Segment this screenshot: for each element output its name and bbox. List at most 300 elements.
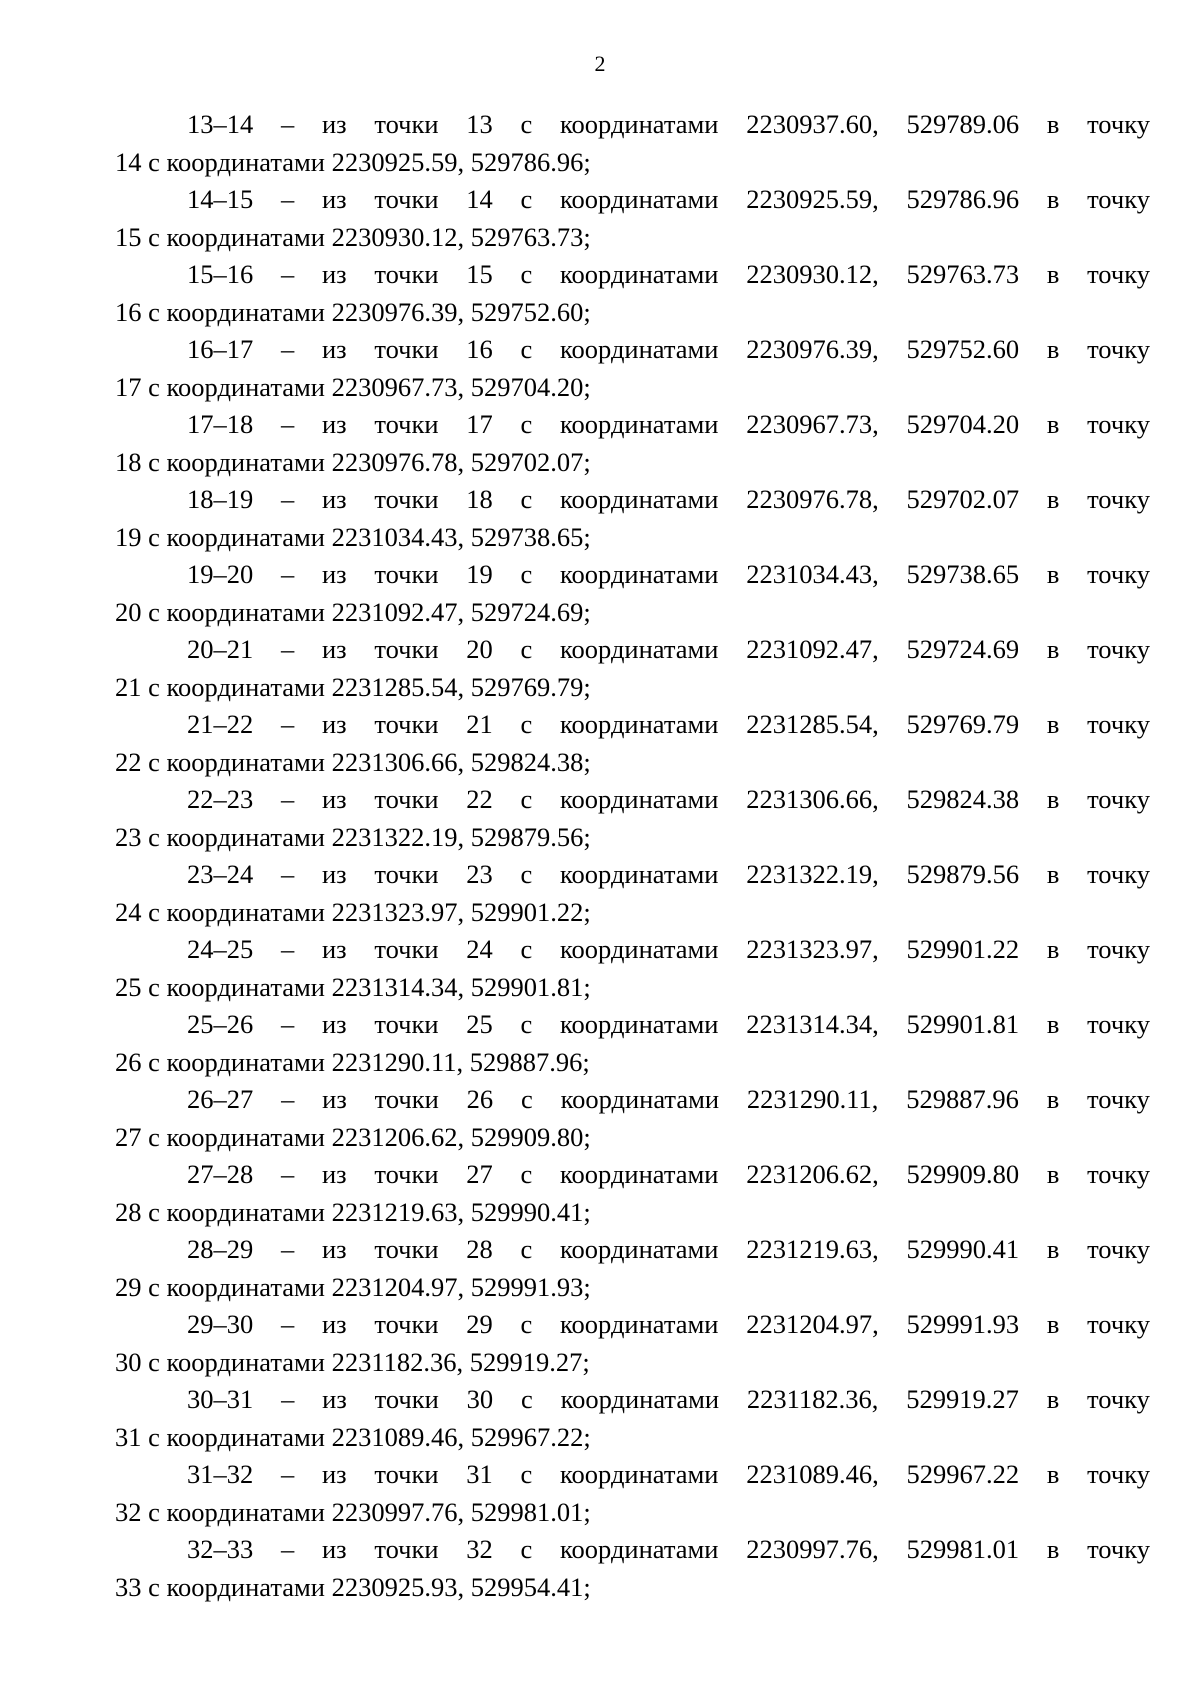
dash: – <box>280 559 295 589</box>
with-word: с <box>520 1009 533 1039</box>
from-word: из <box>321 184 347 214</box>
to-point-word: точку <box>1087 409 1150 439</box>
to-point-number: 18 <box>115 446 142 477</box>
from-word: из <box>321 1234 347 1264</box>
with-coords-words: с координатами <box>148 971 325 1002</box>
segment-first-line <box>187 106 1150 144</box>
with-word: с <box>520 109 533 139</box>
with-coords-words: с координатами <box>148 896 325 927</box>
segment-second-line <box>115 744 1150 782</box>
with-coords-words: с координатами <box>148 1271 325 1302</box>
to-x-coordinate: 2231290.11, <box>331 1046 464 1077</box>
to-point-number: 26 <box>115 1046 142 1077</box>
point-word: точки <box>374 1084 439 1114</box>
segment-first-line <box>187 931 1150 969</box>
to-x-coordinate: 2230976.78, <box>331 446 465 477</box>
dash: – <box>280 109 295 139</box>
with-word: с <box>520 1534 533 1564</box>
coords-word: координатами <box>560 634 719 664</box>
point-word: точки <box>374 184 439 214</box>
segment-label: 31–32 <box>187 1459 254 1489</box>
with-coords-words: с координатами <box>148 446 325 477</box>
to-x-coordinate: 2231206.62, <box>331 1121 465 1152</box>
segment-paragraph <box>115 1006 1150 1081</box>
with-coords-words: с координатами <box>148 1496 325 1527</box>
segment-paragraph <box>115 1381 1150 1456</box>
to-y-coordinate: 529967.22; <box>470 1421 591 1452</box>
segment-second-line <box>115 669 1150 707</box>
point-word: точки <box>374 1159 439 1189</box>
to-point-word: точку <box>1087 184 1150 214</box>
from-y-coordinate: 529909.80 <box>906 1159 1020 1189</box>
from-word: из <box>321 259 347 289</box>
from-point-number: 15 <box>466 259 493 289</box>
to-point-word: точку <box>1087 484 1150 514</box>
with-word: с <box>520 634 533 664</box>
dash: – <box>280 1234 295 1264</box>
segment-second-line <box>115 1269 1150 1307</box>
with-coords-words: с координатами <box>148 1121 325 1152</box>
to-word: в <box>1046 1309 1060 1339</box>
to-word: в <box>1046 1009 1060 1039</box>
to-word: в <box>1046 409 1060 439</box>
coords-word: координатами <box>560 709 719 739</box>
from-y-coordinate: 529724.69 <box>906 634 1020 664</box>
segment-label: 26–27 <box>187 1084 254 1114</box>
from-point-number: 16 <box>466 334 493 364</box>
to-word: в <box>1046 934 1060 964</box>
to-word: в <box>1046 559 1060 589</box>
to-y-coordinate: 529981.01; <box>470 1496 591 1527</box>
segment-label: 22–23 <box>187 784 254 814</box>
to-y-coordinate: 529991.93; <box>470 1271 591 1302</box>
to-point-word: точку <box>1087 1084 1150 1114</box>
dash: – <box>280 634 295 664</box>
segment-label: 25–26 <box>187 1009 254 1039</box>
from-point-number: 29 <box>466 1309 493 1339</box>
to-word: в <box>1046 334 1060 364</box>
from-word: из <box>321 1459 347 1489</box>
segment-first-line <box>187 1006 1150 1044</box>
from-point-number: 27 <box>466 1159 493 1189</box>
to-word: в <box>1046 784 1060 814</box>
to-x-coordinate: 2231089.46, <box>331 1421 465 1452</box>
with-word: с <box>520 934 533 964</box>
with-word: с <box>520 709 533 739</box>
with-coords-words: с координатами <box>148 221 325 252</box>
point-word: точки <box>374 1009 439 1039</box>
from-y-coordinate: 529704.20 <box>906 409 1020 439</box>
with-coords-words: с координатами <box>148 146 325 177</box>
segment-first-line <box>187 556 1150 594</box>
segment-paragraph <box>115 481 1150 556</box>
to-point-number: 15 <box>115 221 142 252</box>
from-y-coordinate: 529879.56 <box>906 859 1020 889</box>
from-point-number: 24 <box>466 934 493 964</box>
to-y-coordinate: 529901.81; <box>470 971 591 1002</box>
segment-second-line <box>115 1569 1150 1607</box>
segment-first-line <box>187 1081 1150 1119</box>
coords-word: координатами <box>560 259 719 289</box>
to-point-number: 21 <box>115 671 142 702</box>
from-word: из <box>321 334 347 364</box>
point-word: точки <box>374 1534 439 1564</box>
from-point-number: 17 <box>466 409 493 439</box>
from-y-coordinate: 529887.96 <box>906 1084 1019 1114</box>
coords-word: координатами <box>560 559 719 589</box>
segment-first-line <box>187 1156 1150 1194</box>
coords-word: координатами <box>560 484 719 514</box>
from-word: из <box>321 934 347 964</box>
with-word: с <box>520 1384 533 1414</box>
to-x-coordinate: 2230997.76, <box>331 1496 465 1527</box>
from-y-coordinate: 529789.06 <box>906 109 1020 139</box>
from-point-number: 21 <box>466 709 493 739</box>
from-x-coordinate: 2231092.47, <box>746 634 879 664</box>
segment-second-line <box>115 1194 1150 1232</box>
to-x-coordinate: 2230976.39, <box>331 296 465 327</box>
to-point-number: 31 <box>115 1421 142 1452</box>
to-word: в <box>1046 1084 1060 1114</box>
to-point-number: 17 <box>115 371 142 402</box>
to-point-word: точку <box>1087 1534 1150 1564</box>
with-coords-words: с координатами <box>148 671 325 702</box>
from-y-coordinate: 529786.96 <box>906 184 1020 214</box>
point-word: точки <box>374 109 439 139</box>
from-x-coordinate: 2231323.97, <box>746 934 879 964</box>
to-word: в <box>1046 1159 1060 1189</box>
segment-first-line <box>187 1456 1150 1494</box>
segment-label: 17–18 <box>187 409 254 439</box>
to-point-word: точку <box>1087 709 1150 739</box>
segment-label: 27–28 <box>187 1159 254 1189</box>
segment-paragraph <box>115 1156 1150 1231</box>
to-word: в <box>1046 259 1060 289</box>
coords-word: координатами <box>560 184 719 214</box>
to-y-coordinate: 529887.96; <box>469 1046 590 1077</box>
to-point-word: точку <box>1087 1159 1150 1189</box>
dash: – <box>280 184 295 214</box>
from-word: из <box>321 559 347 589</box>
segment-paragraph <box>115 556 1150 631</box>
dash: – <box>280 259 295 289</box>
segment-first-line <box>187 256 1150 294</box>
from-y-coordinate: 529919.27 <box>906 1384 1019 1414</box>
with-word: с <box>520 334 533 364</box>
point-word: точки <box>374 559 439 589</box>
to-point-word: точку <box>1087 1234 1150 1264</box>
to-point-number: 33 <box>115 1571 142 1602</box>
to-point-number: 27 <box>115 1121 142 1152</box>
segment-paragraph <box>115 181 1150 256</box>
to-word: в <box>1046 184 1060 214</box>
with-word: с <box>520 259 533 289</box>
segment-second-line <box>115 1044 1150 1082</box>
from-x-coordinate: 2230967.73, <box>746 409 879 439</box>
dash: – <box>280 1459 295 1489</box>
to-y-coordinate: 529919.27; <box>469 1346 590 1377</box>
with-coords-words: с координатами <box>148 596 325 627</box>
segment-first-line <box>187 631 1150 669</box>
segment-first-line <box>187 481 1150 519</box>
page-number: 2 <box>594 51 606 76</box>
segment-label: 32–33 <box>187 1534 254 1564</box>
dash: – <box>280 484 295 514</box>
from-point-number: 13 <box>466 109 493 139</box>
with-word: с <box>520 1459 533 1489</box>
segment-first-line <box>187 856 1150 894</box>
segment-label: 13–14 <box>187 109 254 139</box>
to-word: в <box>1046 1234 1060 1264</box>
to-y-coordinate: 529738.65; <box>470 521 591 552</box>
to-x-coordinate: 2230967.73, <box>331 371 465 402</box>
coords-word: координатами <box>560 334 719 364</box>
to-point-word: точку <box>1087 1459 1150 1489</box>
from-y-coordinate: 529981.01 <box>906 1534 1020 1564</box>
point-word: точки <box>374 1459 439 1489</box>
with-word: с <box>520 1084 533 1114</box>
from-word: из <box>321 1159 347 1189</box>
to-point-number: 32 <box>115 1496 142 1527</box>
segment-label: 18–19 <box>187 484 254 514</box>
segment-second-line <box>115 519 1150 557</box>
from-word: из <box>321 484 347 514</box>
segment-paragraph <box>115 106 1150 181</box>
coords-word: координатами <box>560 1384 720 1414</box>
to-x-coordinate: 2231092.47, <box>331 596 465 627</box>
segment-second-line <box>115 1419 1150 1457</box>
to-x-coordinate: 2231182.36, <box>331 1346 464 1377</box>
coords-word: координатами <box>560 1234 719 1264</box>
point-word: точки <box>374 784 439 814</box>
to-point-number: 16 <box>115 296 142 327</box>
from-point-number: 22 <box>466 784 493 814</box>
to-x-coordinate: 2231204.97, <box>331 1271 465 1302</box>
segment-paragraph <box>115 1531 1150 1606</box>
from-y-coordinate: 529769.79 <box>906 709 1020 739</box>
from-point-number: 30 <box>466 1384 494 1414</box>
from-x-coordinate: 2231219.63, <box>746 1234 879 1264</box>
to-word: в <box>1046 1534 1060 1564</box>
from-point-number: 32 <box>466 1534 493 1564</box>
to-point-word: точку <box>1087 334 1150 364</box>
with-word: с <box>520 784 533 814</box>
coords-word: координатами <box>560 1084 720 1114</box>
to-point-word: точку <box>1087 559 1150 589</box>
with-word: с <box>520 184 533 214</box>
from-word: из <box>321 709 347 739</box>
segment-paragraph <box>115 781 1150 856</box>
to-word: в <box>1046 484 1060 514</box>
with-word: с <box>520 409 533 439</box>
to-point-word: точку <box>1087 859 1150 889</box>
segment-paragraph <box>115 1306 1150 1381</box>
to-point-word: точку <box>1087 1384 1150 1414</box>
with-coords-words: с координатами <box>148 1046 325 1077</box>
from-word: из <box>322 1084 347 1114</box>
point-word: точки <box>374 1234 439 1264</box>
dash: – <box>280 709 295 739</box>
dash: – <box>280 334 295 364</box>
with-coords-words: с координатами <box>148 1346 325 1377</box>
from-x-coordinate: 2231322.19, <box>746 859 879 889</box>
coords-word: координатами <box>560 1309 719 1339</box>
segment-first-line <box>187 181 1150 219</box>
with-coords-words: с координатами <box>148 296 325 327</box>
to-x-coordinate: 2230925.59, <box>331 146 465 177</box>
to-point-number: 23 <box>115 821 142 852</box>
from-x-coordinate: 2230925.59, <box>746 184 879 214</box>
coords-word: координатами <box>560 1009 719 1039</box>
segment-label: 15–16 <box>187 259 254 289</box>
to-point-word: точку <box>1087 259 1150 289</box>
segment-first-line <box>187 331 1150 369</box>
segment-first-line <box>187 1231 1150 1269</box>
with-word: с <box>520 484 533 514</box>
to-word: в <box>1046 859 1060 889</box>
to-x-coordinate: 2231306.66, <box>331 746 465 777</box>
to-y-coordinate: 529724.69; <box>470 596 591 627</box>
coords-word: координатами <box>560 1534 719 1564</box>
segment-paragraph <box>115 1081 1150 1156</box>
segment-paragraph <box>115 706 1150 781</box>
with-coords-words: с координатами <box>148 1196 325 1227</box>
to-y-coordinate: 529704.20; <box>470 371 591 402</box>
with-word: с <box>520 559 533 589</box>
from-point-number: 25 <box>466 1009 493 1039</box>
segment-first-line <box>187 1381 1150 1419</box>
segment-label: 28–29 <box>187 1234 254 1264</box>
to-x-coordinate: 2231219.63, <box>331 1196 465 1227</box>
to-x-coordinate: 2231314.34, <box>331 971 465 1002</box>
from-word: из <box>321 859 347 889</box>
from-word: из <box>322 1384 347 1414</box>
segment-label: 20–21 <box>187 634 254 664</box>
segment-second-line <box>115 819 1150 857</box>
from-y-coordinate: 529702.07 <box>906 484 1020 514</box>
to-y-coordinate: 529769.79; <box>470 671 591 702</box>
to-y-coordinate: 529824.38; <box>470 746 591 777</box>
with-word: с <box>520 1234 533 1264</box>
segment-second-line <box>115 894 1150 932</box>
point-word: точки <box>374 334 439 364</box>
from-y-coordinate: 529990.41 <box>906 1234 1020 1264</box>
with-word: с <box>520 1159 533 1189</box>
segment-paragraph <box>115 331 1150 406</box>
segment-paragraph <box>115 631 1150 706</box>
segment-second-line <box>115 219 1150 257</box>
point-word: точки <box>374 934 439 964</box>
to-x-coordinate: 2231323.97, <box>331 896 465 927</box>
from-x-coordinate: 2231314.34, <box>746 1009 879 1039</box>
to-y-coordinate: 529901.22; <box>470 896 591 927</box>
to-y-coordinate: 529702.07; <box>470 446 591 477</box>
from-y-coordinate: 529824.38 <box>906 784 1020 814</box>
dash: – <box>281 1384 295 1414</box>
to-x-coordinate: 2231322.19, <box>331 821 465 852</box>
to-y-coordinate: 529879.56; <box>470 821 591 852</box>
from-point-number: 31 <box>466 1459 493 1489</box>
from-x-coordinate: 2230930.12, <box>746 259 879 289</box>
to-point-number: 24 <box>115 896 142 927</box>
to-point-number: 25 <box>115 971 142 1002</box>
segment-label: 29–30 <box>187 1309 254 1339</box>
dash: – <box>281 1084 295 1114</box>
dash: – <box>280 1309 295 1339</box>
dash: – <box>280 1534 295 1564</box>
point-word: точки <box>374 1384 439 1414</box>
point-word: точки <box>374 1309 439 1339</box>
segment-second-line <box>115 444 1150 482</box>
segment-first-line <box>187 406 1150 444</box>
from-x-coordinate: 2230976.78, <box>746 484 879 514</box>
point-word: точки <box>374 709 439 739</box>
to-point-word: точку <box>1087 634 1150 664</box>
to-point-word: точку <box>1087 109 1150 139</box>
segment-second-line <box>115 294 1150 332</box>
coords-word: координатами <box>560 1459 719 1489</box>
to-point-word: точку <box>1087 1009 1150 1039</box>
to-word: в <box>1046 634 1060 664</box>
to-point-number: 22 <box>115 746 142 777</box>
from-x-coordinate: 2231089.46, <box>746 1459 879 1489</box>
to-y-coordinate: 529954.41; <box>470 1571 591 1602</box>
to-word: в <box>1046 709 1060 739</box>
from-x-coordinate: 2230937.60, <box>746 109 879 139</box>
from-word: из <box>321 109 347 139</box>
from-point-number: 23 <box>466 859 493 889</box>
coords-word: координатами <box>560 1159 719 1189</box>
to-point-number: 20 <box>115 596 142 627</box>
to-word: в <box>1046 1459 1060 1489</box>
segment-second-line <box>115 594 1150 632</box>
from-x-coordinate: 2230997.76, <box>746 1534 879 1564</box>
segment-paragraph <box>115 931 1150 1006</box>
segment-first-line <box>187 1531 1150 1569</box>
segment-paragraph <box>115 406 1150 481</box>
point-word: точки <box>374 634 439 664</box>
from-y-coordinate: 529738.65 <box>906 559 1020 589</box>
from-x-coordinate: 2231034.43, <box>746 559 879 589</box>
point-word: точки <box>374 259 439 289</box>
segment-first-line <box>187 706 1150 744</box>
from-point-number: 26 <box>466 1084 494 1114</box>
from-y-coordinate: 529752.60 <box>906 334 1020 364</box>
coords-word: координатами <box>560 784 719 814</box>
to-y-coordinate: 529990.41; <box>470 1196 591 1227</box>
from-x-coordinate: 2230976.39, <box>746 334 879 364</box>
segment-second-line <box>115 1494 1150 1532</box>
from-word: из <box>321 634 347 664</box>
from-point-number: 19 <box>466 559 493 589</box>
to-y-coordinate: 529909.80; <box>470 1121 591 1152</box>
to-point-number: 28 <box>115 1196 142 1227</box>
dash: – <box>280 409 295 439</box>
point-word: точки <box>374 859 439 889</box>
from-y-coordinate: 529991.93 <box>906 1309 1020 1339</box>
segment-label: 24–25 <box>187 934 254 964</box>
from-y-coordinate: 529763.73 <box>906 259 1020 289</box>
to-y-coordinate: 529763.73; <box>470 221 591 252</box>
from-y-coordinate: 529901.22 <box>906 934 1020 964</box>
to-point-word: точку <box>1087 934 1150 964</box>
from-x-coordinate: 2231182.36, <box>746 1384 879 1414</box>
to-word: в <box>1046 1384 1060 1414</box>
dash: – <box>280 859 295 889</box>
segment-first-line <box>187 781 1150 819</box>
segment-label: 23–24 <box>187 859 254 889</box>
from-point-number: 28 <box>466 1234 493 1264</box>
